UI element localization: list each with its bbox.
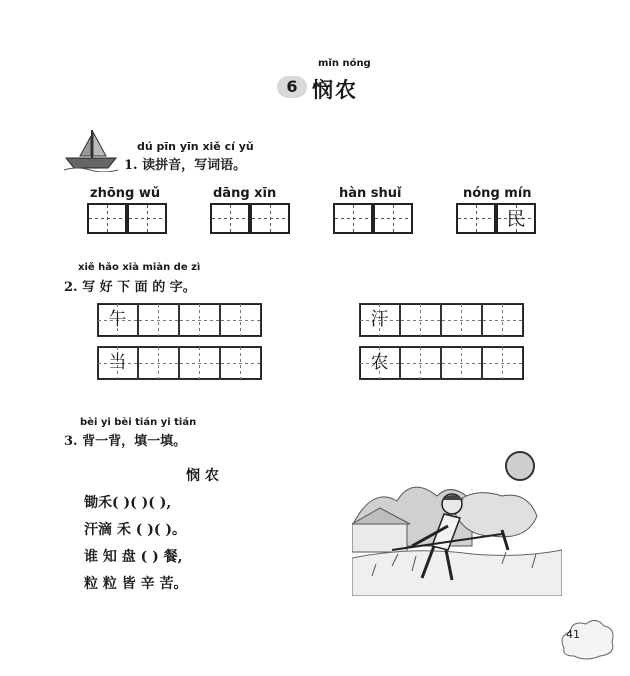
poem-line-2: 汗滴 禾 ( )( )。 [84, 522, 186, 538]
write-cell[interactable] [333, 203, 373, 234]
word-pinyin-1: zhōng wǔ [90, 186, 161, 201]
write-cell[interactable] [400, 346, 441, 380]
poem-line-4: 粒 粒 皆 辛 苦。 [84, 576, 188, 592]
poem-title: 悯 农 [186, 468, 219, 484]
page-title: 悯农 [312, 77, 358, 102]
write-cell[interactable] [441, 303, 482, 337]
page-number: 41 [566, 628, 580, 641]
write-cell[interactable] [220, 303, 261, 337]
write-cell[interactable] [179, 303, 220, 337]
write-cell[interactable] [87, 203, 127, 234]
section1-label: 1. 读拼音，写词语。 [124, 158, 247, 173]
write-cell[interactable] [250, 203, 290, 234]
lesson-number-badge: 6 [277, 76, 307, 98]
section3-label: 3. 背一背，填一填。 [64, 434, 187, 449]
write-cell[interactable] [179, 346, 220, 380]
write-cell[interactable] [456, 203, 496, 234]
practice-row-han [359, 303, 524, 337]
write-cell[interactable]: 民 [496, 203, 536, 234]
write-cell[interactable] [138, 303, 179, 337]
write-cell[interactable] [482, 346, 523, 380]
model-char-nong: 农 [370, 352, 389, 373]
section1-pinyin: dú pīn yīn xiě cí yǔ [137, 140, 254, 153]
model-char-wu: 午 [108, 309, 127, 330]
practice-row-nong [359, 346, 524, 380]
practice-row-wu [97, 303, 262, 337]
write-cell[interactable] [210, 203, 250, 234]
model-char-han: 汗 [370, 309, 389, 330]
write-cell[interactable] [127, 203, 167, 234]
model-char-dang: 当 [108, 352, 127, 373]
word-pinyin-2: dāng xīn [213, 186, 277, 201]
practice-row-dang [97, 346, 262, 380]
write-cell[interactable] [441, 346, 482, 380]
poem-line-3: 谁 知 盘 ( ) 餐, [84, 549, 183, 565]
write-cell[interactable] [400, 303, 441, 337]
word-pinyin-4: nóng mín [463, 186, 532, 201]
write-cell[interactable] [373, 203, 413, 234]
write-cell[interactable] [138, 346, 179, 380]
sailboat-icon [62, 126, 120, 172]
write-cell[interactable] [220, 346, 261, 380]
farmer-illustration [352, 446, 562, 596]
title-pinyin: mǐn nóng [318, 58, 371, 69]
poem-line-1: 锄禾( )( )( ), [84, 495, 172, 511]
section3-pinyin: bèi yi bèi tián yi tián [80, 417, 197, 428]
write-cell[interactable] [482, 303, 523, 337]
section2-pinyin: xiě hǎo xià miàn de zì [78, 262, 201, 273]
word-pinyin-3: hàn shuǐ [339, 186, 402, 201]
section2-label: 2. 写 好 下 面 的 字。 [64, 280, 196, 295]
